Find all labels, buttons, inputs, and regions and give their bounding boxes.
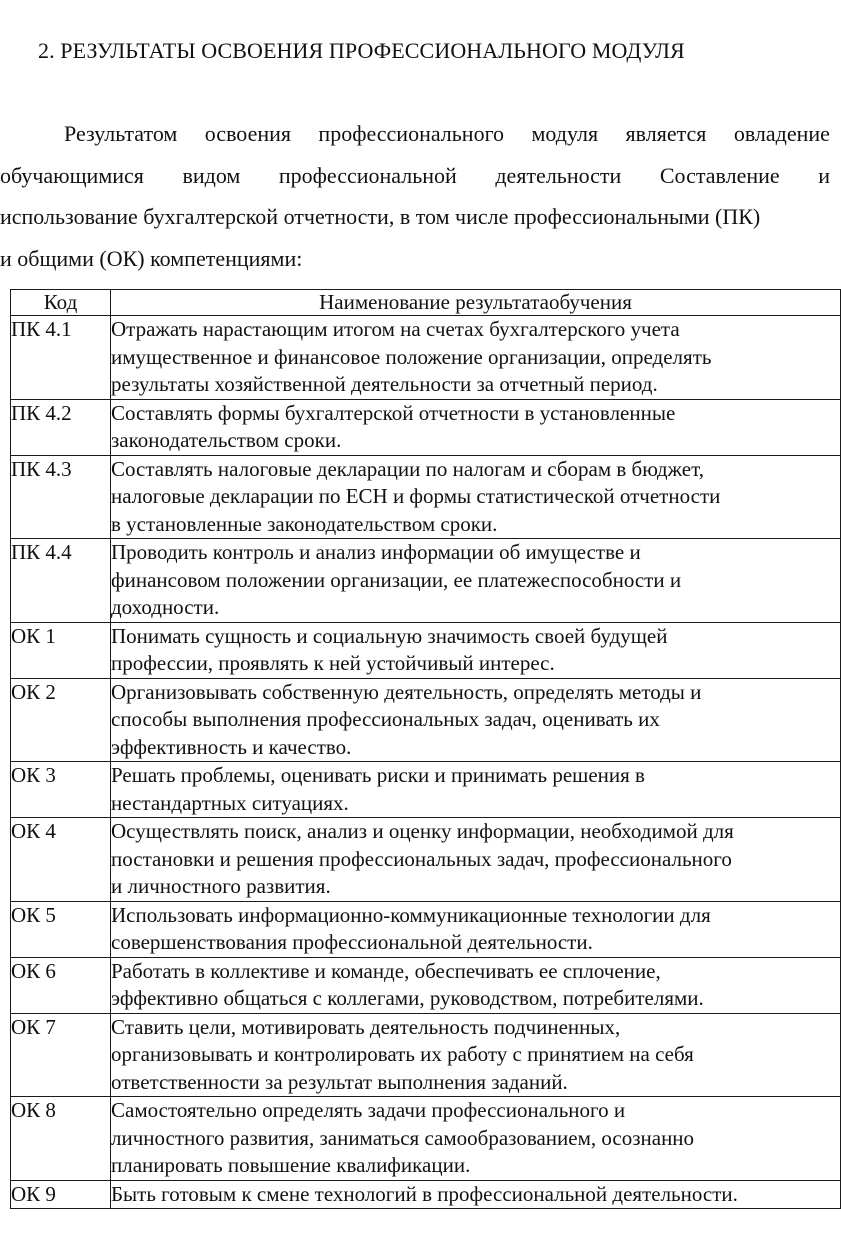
description-line: Проводить контроль и анализ информации об имуществе и (111, 540, 641, 564)
outcomes-table (10, 289, 841, 1209)
intro-line (0, 196, 830, 238)
intro-word: обучающимися (0, 162, 144, 188)
intro-word: и (818, 162, 830, 188)
table-row (11, 678, 841, 762)
competency-code: ОК 4 (11, 818, 111, 902)
competency-code: ОК 6 (11, 957, 111, 1013)
description-line: и личностного развития. (111, 874, 331, 898)
description-line: ответственности за результат выполнения заданий. (111, 1069, 568, 1094)
table-row (11, 1180, 841, 1209)
description-line: Составлять формы бухгалтерской отчетности в установленные (111, 400, 676, 425)
table-row (11, 399, 841, 455)
description-line: эффективность и качество. (111, 734, 352, 759)
description-line: Понимать сущность и социальную значимость своей будущей (111, 623, 668, 648)
competency-code: ПК 4.4 (11, 539, 111, 623)
description-line: Работать в коллективе и команде, обеспечивать ее сплочение, (111, 958, 661, 983)
intro-word: профессионального (318, 121, 505, 146)
description-line: совершенствования профессиональной деятельности. (111, 930, 593, 954)
description-line: эффективно общаться с коллегами, руководством, потребителями. (111, 986, 704, 1010)
table-row (11, 762, 841, 818)
description-line: финансовом положении организации, ее платежеспособности и (111, 567, 682, 592)
intro-paragraph (0, 113, 830, 279)
competency-code: ПК 4.1 (11, 316, 111, 400)
table-row (11, 818, 841, 902)
competency-description (111, 316, 841, 400)
description-line: в установленные законодательством сроки. (111, 511, 498, 536)
description-line: Использовать информационно-коммуникационные технологии для (111, 902, 711, 927)
competency-description (111, 1097, 841, 1181)
intro-word: Составление (659, 162, 780, 188)
description-line: способы выполнения профессиональных задач, оценивать их (111, 707, 660, 731)
description-line: Отражать нарастающим итогом на счетах бухгалтерского учета (111, 317, 680, 341)
description-line: Составлять налоговые декларации по налогам и сборам в бюджет, (111, 456, 704, 481)
competency-description (111, 1180, 841, 1209)
description-line: Решать проблемы, оценивать риски и принимать решения в (111, 763, 645, 787)
description-line: результаты хозяйственной деятельности за отчетный период. (111, 372, 658, 396)
section-heading: 2. РЕЗУЛЬТАТЫ ОСВОЕНИЯ ПРОФЕССИОНАЛЬНОГО МОДУЛЯ (38, 38, 685, 63)
table-row (11, 1097, 841, 1181)
competency-code: ОК 9 (11, 1180, 111, 1209)
description-line: Осуществлять поиск, анализ и оценку информации, необходимой для (111, 819, 734, 843)
table-header-row (11, 290, 841, 316)
description-line: профессии, проявлять к ней устойчивый интерес. (111, 651, 555, 675)
competency-description (111, 399, 841, 455)
table-row (11, 455, 841, 539)
intro-word: модуля (531, 121, 599, 146)
competency-description (111, 762, 841, 818)
intro-word: видом (182, 162, 241, 188)
intro-word: использование бухгалтерской отчетности, в том числе профессиональными (ПК) (0, 204, 761, 229)
table-row (11, 316, 841, 400)
intro-line (0, 113, 830, 155)
description-line: Самостоятельно определять задачи профессионального и (111, 1098, 626, 1122)
competency-description (111, 901, 841, 957)
description-line: постановки и решения профессиональных задач, профессионального (111, 846, 732, 871)
intro-line (0, 238, 830, 280)
competency-code: ОК 2 (11, 678, 111, 762)
intro-word: Результатом (64, 121, 178, 146)
description-line: законодательством сроки. (111, 428, 342, 452)
intro-word: профессиональной (278, 162, 457, 188)
competency-code: ОК 1 (11, 622, 111, 678)
header-name: Наименование результатаобучения (111, 290, 841, 316)
intro-word: является (625, 121, 707, 146)
table-row (11, 622, 841, 678)
competency-description (111, 539, 841, 623)
intro-word: овладение (733, 121, 830, 146)
description-line: личностного развития, заниматься самообразованием, осознанно (111, 1125, 695, 1150)
intro-word: деятельности (495, 162, 622, 188)
table-row (11, 539, 841, 623)
table-row (11, 901, 841, 957)
description-line: налоговые декларации по ЕСН и формы статистической отчетности (111, 484, 721, 508)
description-line: доходности. (111, 595, 220, 619)
table-row (11, 1013, 841, 1097)
description-line: имущественное и финансовое положение организации, определять (111, 344, 712, 369)
competency-description (111, 1013, 841, 1097)
competency-code: ПК 4.3 (11, 455, 111, 539)
intro-line (0, 155, 830, 197)
table-row (11, 957, 841, 1013)
description-line: Ставить цели, мотивировать деятельность подчиненных, (111, 1014, 621, 1039)
intro-word: освоения (204, 121, 291, 146)
competency-code: ОК 3 (11, 762, 111, 818)
competency-code: ОК 5 (11, 901, 111, 957)
description-line: Организовывать собственную деятельность, определять методы и (111, 679, 702, 704)
description-line: нестандартных ситуациях. (111, 790, 349, 815)
competency-code: ПК 4.2 (11, 399, 111, 455)
intro-word: и общими (ОК) компетенциями: (0, 245, 303, 271)
description-line: организовывать и контролировать их работу с принятием на себя (111, 1042, 694, 1066)
description-line: Быть готовым к смене технологий в профессиональной деятельности. (111, 1181, 738, 1206)
competency-description (111, 622, 841, 678)
header-code: Код (11, 290, 111, 316)
competency-description (111, 455, 841, 539)
competency-description (111, 818, 841, 902)
competency-code: ОК 8 (11, 1097, 111, 1181)
competency-code: ОК 7 (11, 1013, 111, 1097)
competency-description (111, 957, 841, 1013)
description-line: планировать повышение квалификации. (111, 1153, 471, 1177)
competency-description (111, 678, 841, 762)
